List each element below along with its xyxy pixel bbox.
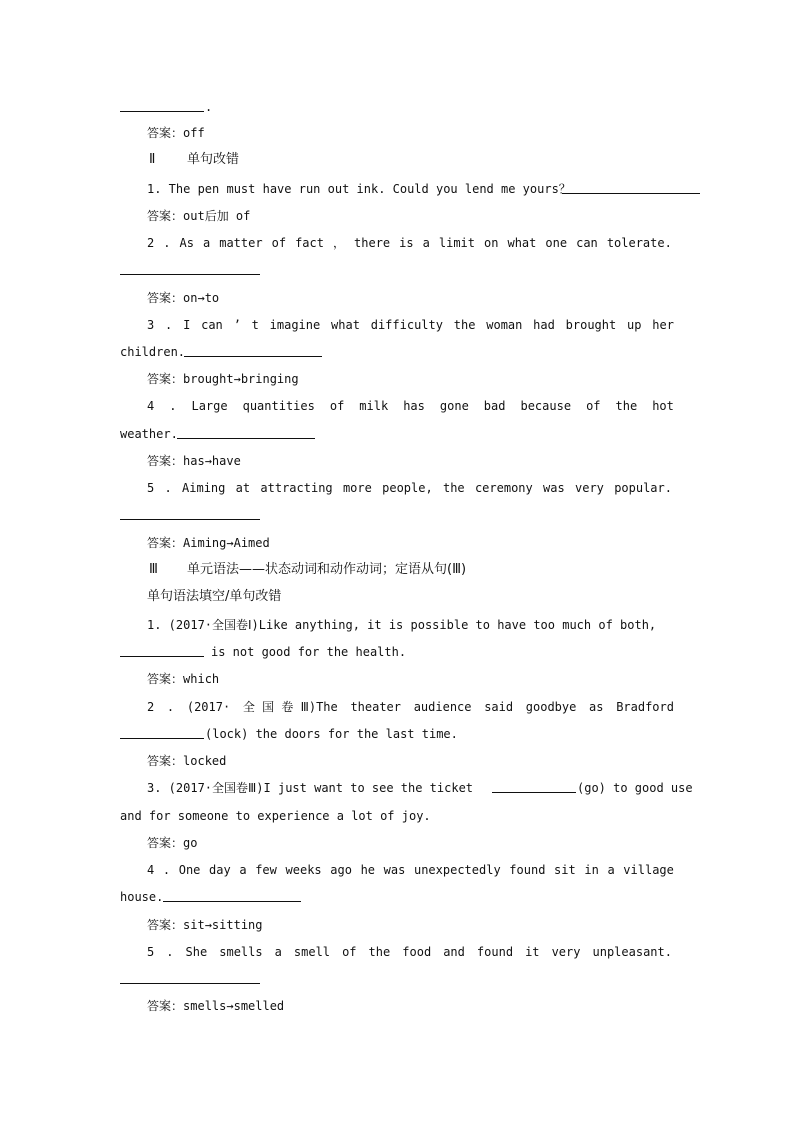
word: very [575,481,604,495]
word: 5 [147,481,155,495]
answer-text: on→to [183,291,220,305]
word: audience [413,700,472,714]
answer-label: 答案： [147,536,184,550]
word: . [169,399,177,413]
word: the [615,399,638,413]
word: I [183,318,191,332]
word: limit [438,236,475,250]
word: milk [359,399,389,413]
word: . [164,481,172,495]
answer-blank [562,181,700,194]
question-text [147,398,674,414]
answer-text: go [183,836,198,850]
word: Large [191,399,228,413]
word: One [178,863,201,877]
period: . [205,100,213,114]
word: of [342,945,357,959]
word: Aiming [182,481,226,495]
question-text [147,317,674,333]
answer-label: 答案： [147,754,184,768]
word: weeks [285,863,322,877]
word: a [202,236,211,250]
question-text: weather. [120,427,178,441]
word: smell [293,945,331,959]
word: ’ [233,318,241,332]
section-title: 单句改错 [187,152,240,167]
answer-label: 答案： [147,836,184,850]
word: on [484,236,499,250]
word: tolerate. [606,236,672,250]
word: is [399,236,414,250]
word: of [271,236,287,250]
question-text: is not good for the health. [211,645,407,659]
question-text: 1. The pen must have run out ink. Could you lend me yours？ [147,182,571,196]
question-text [147,699,674,715]
answer-text: which [183,672,220,686]
word: and [443,945,465,959]
word: had [533,318,555,332]
word: attracting [260,481,333,495]
word: . [162,863,171,877]
word: can [576,236,598,250]
question-text: house. [120,890,164,904]
answer-blank [120,262,260,275]
word: in [584,863,599,877]
question-text: and for someone to experience a lot of joy. [120,809,431,823]
answer-blank [163,889,301,902]
word: up [627,318,642,332]
answer-blank [184,344,322,357]
word: theater [350,700,402,714]
word: a [422,236,430,250]
word: at [235,481,251,495]
answer-label: 答案： [147,672,184,686]
word: sit [554,863,576,877]
word: was [543,481,565,495]
word: . [165,318,173,332]
word: food [402,945,432,959]
word: a [274,945,282,959]
word: can [201,318,223,332]
word: popular. [614,481,672,495]
answer-label: 答案： [147,126,184,140]
word: . [163,236,171,250]
word: 4 [147,863,155,877]
answer-blank [120,971,260,984]
word: . [166,700,175,714]
word: because [520,399,572,413]
word: Bradford [616,700,674,714]
word: has [403,399,425,413]
question-text [147,862,674,878]
word: he [360,863,376,877]
answer-text: sit→sitting [183,918,263,932]
word: found [509,863,546,877]
word: 5 [147,945,155,959]
word: was [383,863,406,877]
word: ago [330,863,352,877]
word: 全 国 卷 Ⅲ)The [242,700,338,714]
question-text [147,235,672,251]
word: day [209,863,231,877]
answer-blank [120,99,204,112]
answer-blank [120,726,204,739]
answer-text: has→have [183,454,241,468]
word: 2 [147,700,155,714]
word: unpleasant. [592,945,672,959]
answer-blank [120,507,260,520]
word: 3 [147,318,155,332]
word: matter [219,236,263,250]
word: what [331,318,360,332]
word: 4 [147,399,155,413]
word: unexpectedly [413,863,501,877]
section-numeral: Ⅱ [149,152,156,167]
word: quantities [242,399,315,413]
answer-label: 答案： [147,372,184,386]
word: imagine [269,318,321,332]
word: woman [486,318,523,332]
word: As [179,236,194,250]
word: bad [483,399,506,413]
question-text: (go) to good use [577,781,693,795]
answer-label: 答案： [147,209,184,223]
word: said [484,700,514,714]
word: few [255,863,277,877]
word: gone [439,399,469,413]
word: t [251,318,259,332]
question-text: children. [120,345,186,359]
word: of [329,399,345,413]
answer-text: locked [183,754,227,768]
word: (2017· [186,700,231,714]
answer-text: Aiming→Aimed [183,536,270,550]
question-text: (lock) the doors for the last time. [205,727,458,741]
answer-text: brought→bringing [183,372,299,386]
question-text: 3. (2017·全国卷Ⅲ)I just want to see the ticket [147,781,474,795]
word: difficulty [370,318,443,332]
word: the [453,318,476,332]
section-subtitle-text: 单句语法填空/单句改错 [147,589,282,604]
word: ceremony [474,481,533,495]
answer-text: out后加 of [183,209,251,223]
question-text [147,480,672,496]
word: found [476,945,514,959]
word: what [507,236,537,250]
word: . [166,945,174,959]
answer-blank [492,780,576,793]
word: of [586,399,601,413]
section-numeral: Ⅲ [149,562,158,577]
word: as [589,700,604,714]
answer-label: 答案： [147,999,184,1013]
word: fact [295,236,324,250]
word: brought [565,318,617,332]
word: one [545,236,568,250]
word: 2 [147,236,155,250]
answer-label: 答案： [147,918,184,932]
question-text: 1. (2017·全国卷Ⅰ)Like anything, it is possible to have too much of both, [147,618,657,632]
word: hot [652,399,674,413]
word: there [354,236,391,250]
word: smells [219,945,263,959]
word: ， [332,236,345,250]
answer-blank [177,426,315,439]
answer-blank [120,644,204,657]
word: the [368,945,391,959]
answer-text: smells→smelled [183,999,285,1013]
word: very [551,945,581,959]
answer-text: off [183,126,205,140]
word: a [607,863,615,877]
word: a [239,863,247,877]
word: village [623,863,674,877]
answer-label: 答案： [147,454,184,468]
word: more [342,481,372,495]
word: it [525,945,540,959]
section-title: 单元语法——状态动词和动作动词；定语从句(Ⅲ) [187,562,467,577]
word: her [652,318,674,332]
word: goodbye [525,700,577,714]
word: people, [382,481,433,495]
question-text [147,944,672,960]
answer-label: 答案： [147,291,184,305]
word: the [442,481,465,495]
word: She [185,945,208,959]
